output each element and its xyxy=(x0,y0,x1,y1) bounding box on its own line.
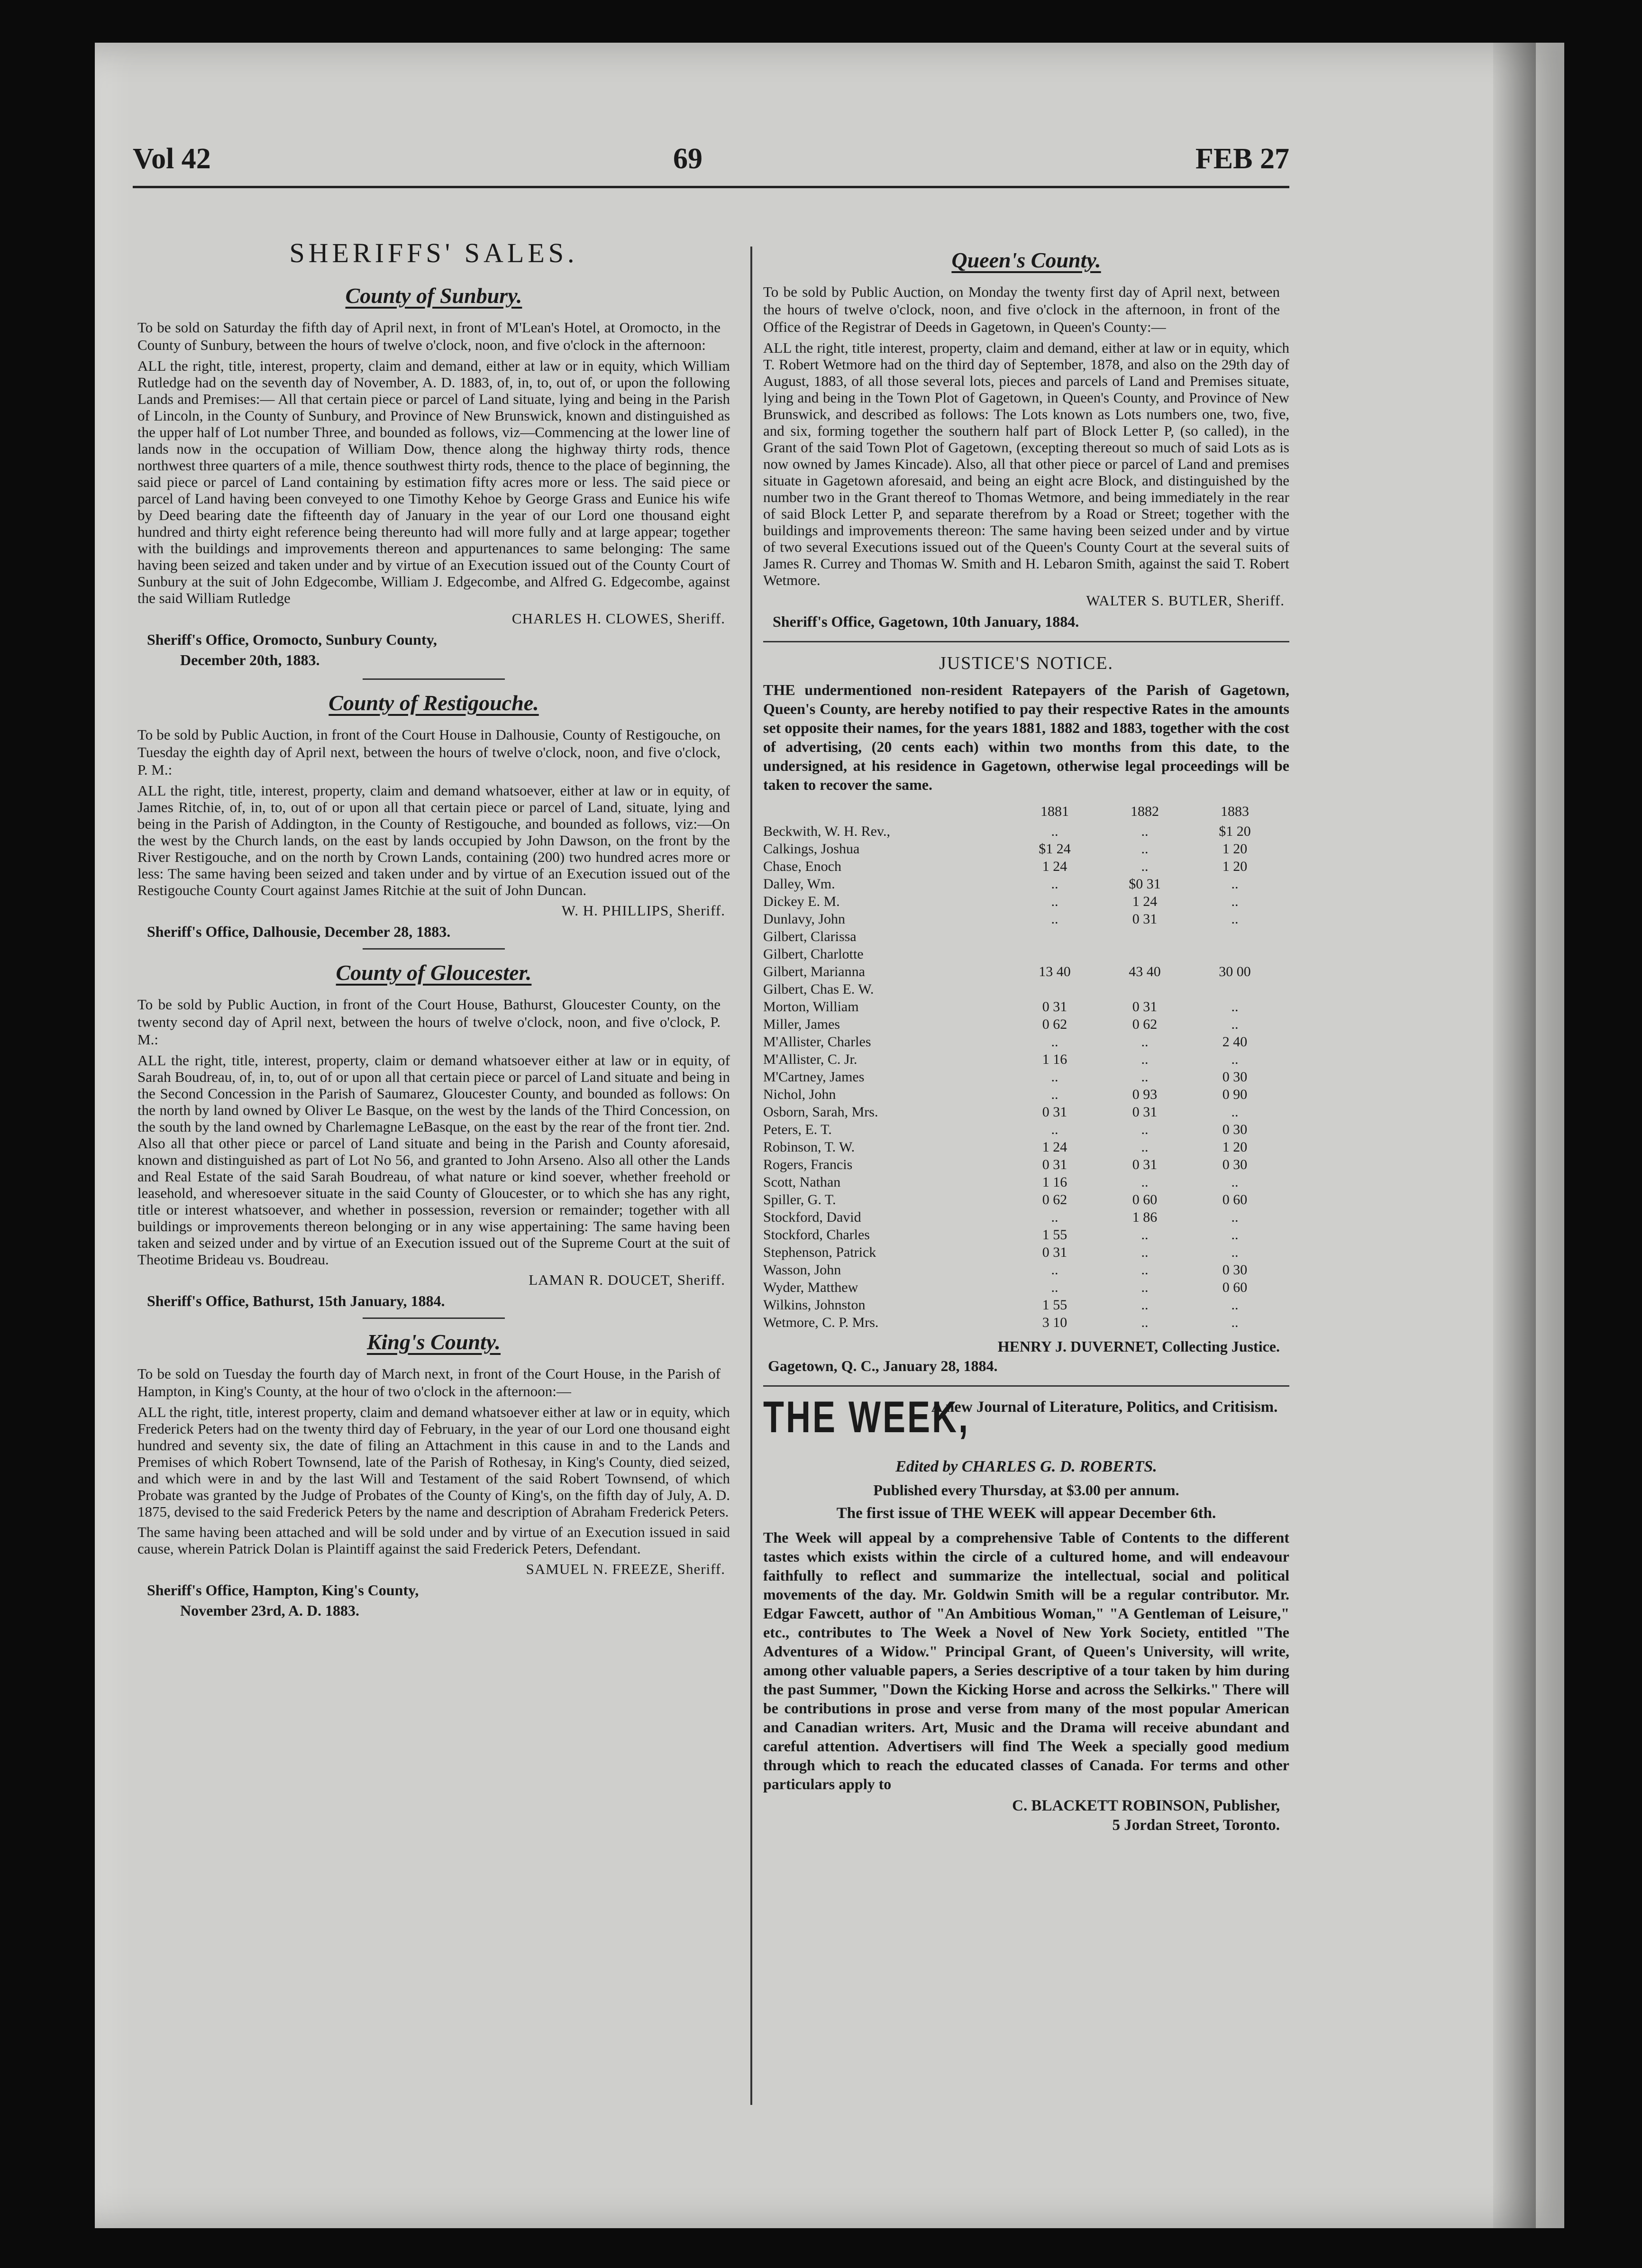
justice-date: Gagetown, Q. C., January 28, 1884. xyxy=(768,1357,998,1374)
rate-cell xyxy=(1100,928,1190,945)
justice-intro: THE undermentioned non-resident Ratepayers of the Parish of Gagetown, Queen's County, are hereby notified to pay their respective Rates in the amounts set opposite their names, for the years 1881, 1882 and 1883, together with the cost of advertising, (20 cents each) within two months from this date, to the undersigned, at his residence in Gagetown, otherwise legal proceedings will be taken to recover the same. xyxy=(763,681,1289,793)
restigouche-sheriff: W. H. PHILLIPS, Sheriff. xyxy=(561,902,725,919)
rate-cell: $1 20 xyxy=(1219,823,1251,839)
divider xyxy=(363,1317,505,1319)
rate-cell: .. xyxy=(1231,1104,1239,1120)
rate-cell: .. xyxy=(1051,894,1058,909)
rate-cell: .. xyxy=(1231,1315,1239,1330)
rate-cell: .. xyxy=(1051,1280,1058,1295)
rate-cell: .. xyxy=(1051,876,1058,892)
ratepayer-name: Stockford, David xyxy=(763,1209,861,1225)
rate-cell: 1 24 xyxy=(1132,894,1158,909)
column-divider xyxy=(750,247,752,2105)
rate-cell xyxy=(1100,945,1190,963)
the-week-advert xyxy=(763,1393,1289,1834)
volume-label: Vol 42 xyxy=(133,143,211,175)
sunbury-notice xyxy=(137,283,730,669)
ratepayer-name: Chase, Enoch xyxy=(763,859,841,874)
rate-cell: $1 24 xyxy=(1039,841,1071,857)
rate-cell: .. xyxy=(1141,1122,1149,1137)
rate-cell: .. xyxy=(1141,841,1149,857)
week-publisher: C. BLACKETT ROBINSON, Publisher, xyxy=(1012,1797,1280,1814)
rate-cell: 30 00 xyxy=(1219,964,1251,979)
rate-cell: 0 30 xyxy=(1222,1262,1248,1278)
rate-cell: .. xyxy=(1141,1034,1149,1050)
week-masthead xyxy=(763,1393,1289,1455)
page-number: 69 xyxy=(673,143,702,175)
table-row xyxy=(763,1226,1280,1244)
kings-sheriff: SAMUEL N. FREEZE, Sheriff. xyxy=(526,1561,725,1577)
rate-cell: .. xyxy=(1141,1227,1149,1243)
rate-cell: 1 20 xyxy=(1222,859,1248,874)
kings-body: ALL the right, title, interest property, claim and demand whatsoever either at law or in equity, which Frederick Peters had on the twenty third day of February, in the year of our Lord one thousand eight hundred and seventy six, the date of filing an Attachment in this cause in and to the Lands and Premises of which Robert Townsend, late of the Parish of Rothesay, in King's County, died seized, and which were in and by the last Will and Testament of the said Robert Townsend, of which Probate was granted by the Judge of Probates of the County of King's, on the fifth day of July, A. D. 1875, devised to the said Frederick Peters by the name and description of Abraham Frederick Peters. xyxy=(137,1404,730,1520)
rate-cell: 0 31 xyxy=(1042,1104,1067,1120)
rate-cell: .. xyxy=(1051,1209,1058,1225)
page-fold-shadow xyxy=(1493,43,1536,2228)
rate-cell: 1 20 xyxy=(1222,1139,1248,1155)
ratepayer-name: Dickey E. M. xyxy=(763,894,840,909)
table-row xyxy=(763,1121,1280,1138)
kings-body-2: The same having been attached and will be sold under and by virtue of an Execution issued in said cause, wherein Patrick Dolan is Plaintiff against the said Frederick Peters, Defendant. xyxy=(137,1524,730,1557)
table-row xyxy=(763,1208,1280,1226)
issue-date: FEB 27 xyxy=(1195,143,1289,175)
justice-heading: JUSTICE'S NOTICE. xyxy=(939,653,1114,673)
rate-cell: 0 30 xyxy=(1222,1069,1248,1085)
queens-notice xyxy=(763,247,1289,631)
table-row xyxy=(763,1051,1280,1068)
table-row xyxy=(763,963,1280,980)
rate-cell: .. xyxy=(1051,1034,1058,1050)
rate-cell: 0 31 xyxy=(1042,999,1067,1015)
rate-cell: 1 24 xyxy=(1042,1139,1067,1155)
queens-office: Sheriff's Office, Gagetown, 10th January, 1884. xyxy=(773,613,1079,630)
rate-cell: .. xyxy=(1141,1262,1149,1278)
kings-office: Sheriff's Office, Hampton, King's County, xyxy=(147,1582,419,1599)
table-row xyxy=(763,1138,1280,1156)
ratepayer-name: Stephenson, Patrick xyxy=(763,1244,876,1260)
gloucester-heading: County of Gloucester. xyxy=(336,960,532,985)
ratepayer-name: Calkings, Joshua xyxy=(763,841,860,857)
table-row xyxy=(763,823,1280,840)
table-header-row xyxy=(763,801,1280,823)
rate-cell: .. xyxy=(1231,1174,1239,1190)
rate-cell: .. xyxy=(1231,1052,1239,1067)
rate-cell: $0 31 xyxy=(1129,876,1161,892)
table-row xyxy=(763,1173,1280,1191)
rate-cell: 0 90 xyxy=(1222,1087,1248,1102)
rate-cell: .. xyxy=(1231,894,1239,909)
table-row xyxy=(763,1068,1280,1086)
rate-cell: .. xyxy=(1141,1244,1149,1260)
ratepayer-name: M'Allister, C. Jr. xyxy=(763,1052,857,1067)
queens-body: ALL the right, title interest, property, claim and demand, either at law or in equity, which T. Robert Wetmore had on the third day of September, 1878, and also on the 29th day of August, 1883, of all those several lots, pieces and parcels of Land and Premises situate, lying and being in the Town Plot of Gagetown, in Queen's County, and Province of New Brunswick, and described as follows: The Lots known as Lots numbers one, two, five, and six, forming together the southern half part of Block Letter P, (so called), in the Grant of the said Town Plot of Gagetown, (excepting thereout so much of said Lots as is now owned by James Kincade). Also, all that other piece or parcel of Land and premises situate in Gagetown aforesaid, and being an eight acre Block, and distinguished by the number two in the Grant thereof to Thomas Wetmore, and being immediately in the rear of said Block Letter P, and separate therefrom by a Road or Street; together with the buildings and improvements thereon: The same having been seized under and by virtue of two several Executions issued out of the Queen's County Court at the several suits of James R. Currey and Thomas W. Smith and H. Lebaron Smith, against the said T. Robert Wetmore. xyxy=(763,339,1289,588)
week-tagline: A new Journal of Literature, Politics, and Critisism. xyxy=(931,1399,1278,1416)
sunbury-body: ALL the right, title, interest, property, claim and demand, either at law or in equity, which William Rutledge had on the seventh day of November, A. D. 1883, of, in, to, out of, or upon the following Lands and Premises:— All that certain piece or parcel of Land situate, lying and being in the Parish of Lincoln, in the County of Sunbury, and Province of New Brunswick, known and distinguished as the upper half of Lot number Three, and bounded as follows, viz—Commencing at the lower line of lands now in the occupation of William Dow, thence along the highway thirty rods, thence northwest three quarters of a mile, thence southwest thirty rods, thence to the place of beginning, the said piece or parcel of Land containing by estimation fifty acres more or less. The said piece or parcel of Land having been conveyed to one Timothy Kehoe by George Grass and Eunice his wife by Deed bearing date the fifteenth day of January in the year of our Lord one thousand eight hundred and thirty eight reference being thereunto had will more fully and at large appear; together with the buildings and improvements thereon and appurtenances to same belonging: The same having been seized and taken under and by virtue of an Execution issued out of the County Court of Sunbury at the suit of John Edgecombe, William J. Edgecombe, and Alfred G. Edgecombe, against the said William Rutledge xyxy=(137,357,730,606)
ratepayer-name: M'Allister, Charles xyxy=(763,1034,871,1050)
rate-cell: .. xyxy=(1051,1122,1058,1137)
rate-cell: .. xyxy=(1141,823,1149,839)
restigouche-intro: To be sold by Public Auction, in front of the Court House in Dalhousie, County of Restigouche, on Tuesday the eighth day of April next, between the hours of twelve o'clock, noon, and five o'clock, P. M.: xyxy=(137,726,721,778)
restigouche-office: Sheriff's Office, Dalhousie, December 28, 1883. xyxy=(147,923,451,940)
ratepayer-name: Miller, James xyxy=(763,1016,840,1032)
justice-signature: HENRY J. DUVERNET, Collecting Justice. xyxy=(997,1338,1280,1355)
rate-cell: 1 20 xyxy=(1222,841,1248,857)
rate-cell: .. xyxy=(1141,1280,1149,1295)
sheriffs-sales-title: SHERIFFS' SALES. xyxy=(289,238,578,268)
ratepayer-name: Nichol, John xyxy=(763,1087,836,1102)
table-row xyxy=(763,910,1280,928)
rate-cell: 0 31 xyxy=(1132,1157,1158,1172)
ratepayer-name: Peters, E. T. xyxy=(763,1122,832,1137)
sunbury-intro: To be sold on Saturday the fifth day of April next, in front of M'Lean's Hotel, at Oromocto, in the County of Sunbury, between the hours of twelve o'clock, noon, and five o'clock in the afternoon: xyxy=(137,319,721,353)
ratepayer-name: Dunlavy, John xyxy=(763,911,846,927)
gloucester-intro: To be sold by Public Auction, in front of the Court House, Bathurst, Gloucester County, on the twenty second day of April next, between the hours of twelve o'clock, noon, and five o'clock, P. M.: xyxy=(137,996,721,1048)
ratepayer-name: Beckwith, W. H. Rev., xyxy=(763,823,891,839)
week-logo: THE WEEK, xyxy=(763,1393,970,1442)
table-row xyxy=(763,1244,1280,1261)
restigouche-heading: County of Restigouche. xyxy=(328,691,539,715)
ratepayer-name: Gilbert, Clarissa xyxy=(763,929,857,944)
rate-cell xyxy=(1190,945,1280,963)
rate-cell: 0 30 xyxy=(1222,1157,1248,1172)
table-row xyxy=(763,875,1280,893)
rate-cell: .. xyxy=(1141,1139,1149,1155)
rate-cell: .. xyxy=(1141,1069,1149,1085)
rate-cell xyxy=(1190,980,1280,998)
rate-cell: 1 55 xyxy=(1042,1227,1067,1243)
header-rule xyxy=(133,186,1289,188)
week-first-issue: The first issue of THE WEEK will appear December 6th. xyxy=(836,1505,1216,1522)
rate-cell: 0 31 xyxy=(1132,911,1158,927)
right-column xyxy=(763,237,1289,1834)
rate-cell: .. xyxy=(1231,876,1239,892)
week-body: The Week will appeal by a comprehensive Table of Contents to the different tastes which exists within the circle of a cultured home, and will endeavour faithfully to reflect and summarize the intellectual, social and political movements of the day. Mr. Goldwin Smith will be a regular contributor. Mr. Edgar Fawcett, author of "An Ambitious Woman," "A Gentleman of Leisure," etc., contributes to The Week a Novel of New York Society, entitled "The Adventures of a Widow." Principal Grant, of Queen's University, will write, among other valuable papers, a Series descriptive of a tour taken by him during the past Summer, "Down the Kicking Horse and across the Selkirks." There will be contributions in prose and verse from many of the most popular American and Canadian writers. Art, Music and the Drama will receive abundant and careful attention. Advertisers will find The Week a specially good medium through which to reach the educated classes of Canada. For terms and other particulars apply to xyxy=(763,1529,1289,1792)
name-column-header xyxy=(763,801,1010,823)
rate-cell: .. xyxy=(1051,823,1058,839)
ratepayer-name: Gilbert, Chas E. W. xyxy=(763,981,874,997)
rate-cell: 13 40 xyxy=(1039,964,1071,979)
rate-cell: .. xyxy=(1231,1297,1239,1313)
table-row xyxy=(763,1279,1280,1296)
table-row xyxy=(763,1314,1280,1331)
ratepayer-name: Morton, William xyxy=(763,999,859,1015)
sunbury-sheriff: CHARLES H. CLOWES, Sheriff. xyxy=(511,610,725,627)
gloucester-sheriff: LAMAN R. DOUCET, Sheriff. xyxy=(529,1271,725,1288)
gloucester-body: ALL the right, title, interest, property, claim or demand whatsoever either at law or in equity, of Sarah Boudreau, of, in, to, out of or upon all that certain piece or parcel of Land situate and being in the Second Concession in the Parish of Saumarez, Gloucester County, and bounded as follows: On the north by land owned by Oliver Le Basque, on the west by the lands of the Third Concession, on the south by the land owned by Charlemagne LeBasque, on the east by the rear of the front tier. 2nd. Also all that other piece or parcel of Land situate and being in the Parish and County aforesaid, known and distinguished as part of Lot No 56, and granted to John Arseno. Also all other the Lands and Real Estate of the said Sarah Boudreau, of what nature or kind soever, whether freehold or leasehold, and wheresoever situate in the said County of Gloucester, or to which she has any right, title or interest whatsoever, and whether in possession, reversion or remainder; together with all buildings or improvements thereon belonging or in any wise appertaining: The same having been taken and seized under and by virtue of an Execution issued out of the Supreme Court at the suit of Theotime Brideau vs. Boudreau. xyxy=(137,1052,730,1268)
ratepayer-name: Wilkins, Johnston xyxy=(763,1297,866,1313)
ratepayers-rows xyxy=(763,823,1280,1331)
rate-cell xyxy=(1190,928,1280,945)
rate-cell: 1 16 xyxy=(1042,1052,1067,1067)
ratepayer-name: Spiller, G. T. xyxy=(763,1192,836,1207)
table-row xyxy=(763,893,1280,910)
table-row xyxy=(763,945,1280,963)
ratepayer-name: Wasson, John xyxy=(763,1262,841,1278)
rate-cell: 0 31 xyxy=(1132,999,1158,1015)
queens-sheriff: WALTER S. BUTLER, Sheriff. xyxy=(1086,592,1285,609)
ratepayer-name: Osborn, Sarah, Mrs. xyxy=(763,1104,878,1120)
rate-cell: 1 24 xyxy=(1042,859,1067,874)
table-row xyxy=(763,1103,1280,1121)
ratepayers-table xyxy=(763,801,1280,1331)
table-row xyxy=(763,1296,1280,1314)
rate-cell xyxy=(1010,928,1100,945)
queens-intro: To be sold by Public Auction, on Monday the twenty first day of April next, between the hours of twelve o'clock, noon, and five o'clock in the afternoon, in front of the Office of the Registrar of Deeds in Gagetown, in Queen's County:— xyxy=(763,284,1280,335)
rate-cell: .. xyxy=(1141,859,1149,874)
week-published: Published every Thursday, at $3.00 per annum. xyxy=(873,1482,1179,1499)
rate-cell: .. xyxy=(1231,1209,1239,1225)
ratepayer-name: Gilbert, Marianna xyxy=(763,964,865,979)
rate-cell: 1 16 xyxy=(1042,1174,1067,1190)
rate-cell: 3 10 xyxy=(1042,1315,1067,1330)
divider xyxy=(363,948,505,950)
left-column xyxy=(137,237,730,1629)
rate-cell xyxy=(1010,945,1100,963)
table-row xyxy=(763,980,1280,998)
week-address: 5 Jordan Street, Toronto. xyxy=(1112,1817,1280,1834)
rate-cell: 1 86 xyxy=(1132,1209,1158,1225)
gloucester-notice xyxy=(137,960,730,1310)
ratepayer-name: Rogers, Francis xyxy=(763,1157,853,1172)
table-row xyxy=(763,1156,1280,1173)
table-row xyxy=(763,1086,1280,1103)
year-header: 1882 xyxy=(1131,804,1159,819)
rate-cell: 2 40 xyxy=(1222,1034,1248,1050)
sunbury-heading: County of Sunbury. xyxy=(345,284,522,308)
rate-cell: 0 93 xyxy=(1132,1087,1158,1102)
justice-notice xyxy=(763,653,1289,1375)
rate-cell: .. xyxy=(1141,1174,1149,1190)
divider xyxy=(363,678,505,680)
table-row xyxy=(763,998,1280,1015)
rate-cell: 0 31 xyxy=(1042,1157,1067,1172)
rate-cell: 0 60 xyxy=(1132,1192,1158,1207)
restigouche-notice xyxy=(137,690,730,941)
year-header: 1881 xyxy=(1040,804,1069,819)
queens-heading: Queen's County. xyxy=(951,248,1101,272)
rate-cell xyxy=(1010,980,1100,998)
rate-cell: .. xyxy=(1231,911,1239,927)
rate-cell: .. xyxy=(1231,1227,1239,1243)
gloucester-office: Sheriff's Office, Bathurst, 15th January, 1884. xyxy=(147,1292,445,1309)
kings-notice xyxy=(137,1329,730,1619)
ratepayer-name: Gilbert, Charlotte xyxy=(763,946,864,962)
ratepayer-name: Stockford, Charles xyxy=(763,1227,870,1243)
rate-cell: 0 60 xyxy=(1222,1192,1248,1207)
kings-date: November 23rd, A. D. 1883. xyxy=(180,1602,360,1619)
rate-cell: .. xyxy=(1141,1052,1149,1067)
rate-cell: 0 60 xyxy=(1222,1280,1248,1295)
ratepayer-name: Scott, Nathan xyxy=(763,1174,841,1190)
rate-cell: .. xyxy=(1051,1262,1058,1278)
rate-cell: 0 62 xyxy=(1042,1016,1067,1032)
table-row xyxy=(763,1261,1280,1279)
table-row xyxy=(763,928,1280,945)
rate-cell: .. xyxy=(1051,1069,1058,1085)
rate-cell: .. xyxy=(1051,1087,1058,1102)
kings-intro: To be sold on Tuesday the fourth day of March next, in front of the Court House, in the Parish of Hampton, in King's County, at the hour of two o'clock in the afternoon:— xyxy=(137,1365,721,1399)
ratepayer-name: Dalley, Wm. xyxy=(763,876,835,892)
rate-cell: .. xyxy=(1051,911,1058,927)
week-editor: Edited by CHARLES G. D. ROBERTS. xyxy=(895,1458,1157,1475)
table-row xyxy=(763,858,1280,875)
rate-cell: 0 62 xyxy=(1042,1192,1067,1207)
rate-cell: 0 31 xyxy=(1132,1104,1158,1120)
rate-cell: 0 31 xyxy=(1042,1244,1067,1260)
rate-cell: 43 40 xyxy=(1129,964,1161,979)
rate-cell xyxy=(1100,980,1190,998)
ratepayer-name: M'Cartney, James xyxy=(763,1069,865,1085)
rate-cell: 0 62 xyxy=(1132,1016,1158,1032)
year-header: 1883 xyxy=(1221,804,1249,819)
ratepayer-name: Robinson, T. W. xyxy=(763,1139,855,1155)
rate-cell: .. xyxy=(1231,999,1239,1015)
rate-cell: .. xyxy=(1231,1244,1239,1260)
table-row xyxy=(763,1191,1280,1208)
sunbury-office: Sheriff's Office, Oromocto, Sunbury County, xyxy=(147,631,437,648)
divider xyxy=(763,1385,1289,1387)
table-row xyxy=(763,1015,1280,1033)
divider xyxy=(763,641,1289,642)
sunbury-date: December 20th, 1883. xyxy=(180,651,320,668)
rate-cell: .. xyxy=(1141,1315,1149,1330)
kings-heading: King's County. xyxy=(366,1330,501,1354)
rate-cell: 1 55 xyxy=(1042,1297,1067,1313)
ratepayer-name: Wyder, Matthew xyxy=(763,1280,858,1295)
restigouche-body: ALL the right, title, interest, property, claim and demand whatsoever, either at law or in equity, of James Ritchie, of, in, to, out of or upon all that certain piece or parcel of Land, situate, lying and being in the Parish of Addington, in the County of Restigouche, and bounded as follows, viz:—On the west by the Church lands, on the east by lands occupied by John Dawson, on the front by the River Restigouche, and on the north by Crown Lands, containing (200) two hundred acres more or less: The same having been seized and taken under and by virtue of an Execution issued out of the Restigouche County Court against James Ritchie at the suit of John Duncan. xyxy=(137,782,730,898)
table-row xyxy=(763,1033,1280,1051)
rate-cell: 0 30 xyxy=(1222,1122,1248,1137)
rate-cell: .. xyxy=(1231,1016,1239,1032)
table-row xyxy=(763,840,1280,858)
ratepayer-name: Wetmore, C. P. Mrs. xyxy=(763,1315,879,1330)
rate-cell: .. xyxy=(1141,1297,1149,1313)
